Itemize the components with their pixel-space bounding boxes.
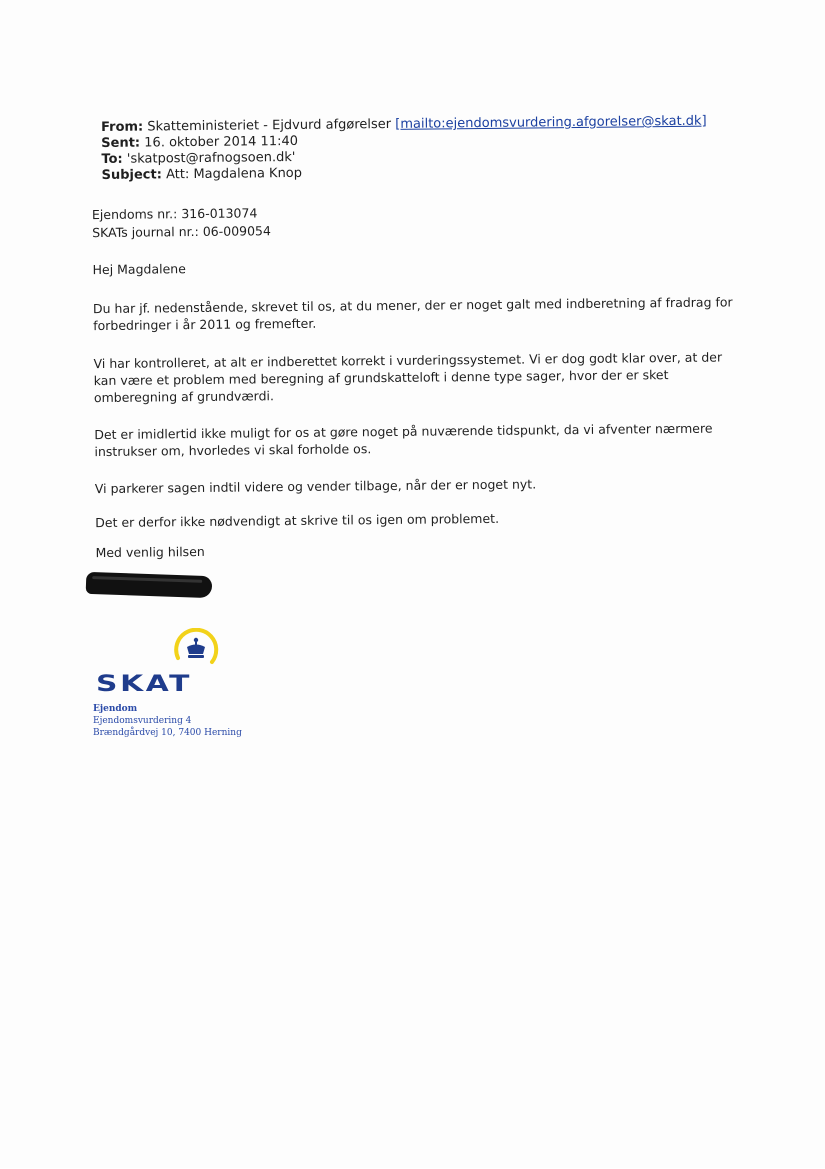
paragraph-4: Vi parkerer sagen indtil videre og vender tilbage, når der er noget nyt. — [94, 476, 537, 497]
closing: Med venlig hilsen — [95, 543, 205, 561]
paragraph-1: Du har jf. nedenstående, skrevet til os, at du mener, der er noget galt med indberetning af fradrag for forbedringer i år 2011 og fremefter. — [92, 294, 733, 334]
subject-value: Att: Magdalena Knop — [165, 165, 303, 183]
property-number: Ejendoms nr.: 316-013074 — [91, 205, 258, 223]
from-line — [101, 114, 707, 136]
from-label: From: — [100, 119, 144, 135]
redacted-signature — [86, 572, 213, 598]
paragraph-2: Vi har kontrolleret, at alt er indberettet korrekt i vurderingssystemet. Vi er dog godt klar over, at der kan være et problem med beregning af grundskatteloft i denne type sager, hvor der er sket omberegning af grundværdi. — [93, 349, 723, 406]
skat-crown-logo-icon — [172, 628, 220, 672]
dept-name: Ejendom — [93, 704, 138, 714]
from-mailto-link[interactable]: [mailto:ejendomsvurdering.afgorelser@skat.dk] — [395, 113, 707, 132]
signature-address: Brændgårdvej 10, 7400 Herning — [93, 728, 242, 738]
skat-logo-wordmark: SKAT — [96, 672, 193, 697]
signature-unit: Ejendomsvurdering 4 — [93, 716, 192, 726]
subject-label: Subject: — [101, 167, 162, 183]
greeting: Hej Magdalene — [92, 261, 186, 278]
to-label: To: — [101, 151, 123, 167]
journal-number: SKATs journal nr.: 06-009054 — [92, 223, 271, 241]
to-value: 'skatpost@rafnogsoen.dk' — [126, 149, 296, 167]
sent-label: Sent: — [101, 135, 141, 151]
paragraph-5: Det er derfor ikke nødvendigt at skrive til os igen om problemet. — [95, 510, 500, 531]
from-value: Skatteministeriet - Ejdvurd afgørelser — [147, 116, 392, 135]
signature-dept — [93, 703, 137, 715]
sent-value: 16. oktober 2014 11:40 — [144, 133, 299, 151]
subject-line — [102, 166, 303, 184]
paragraph-3: Det er imidlertid ikke muligt for os at gøre noget på nuværende tidspunkt, da vi afventer nærmere instrukser om, hvorledes vi skal forholde os. — [94, 420, 713, 460]
